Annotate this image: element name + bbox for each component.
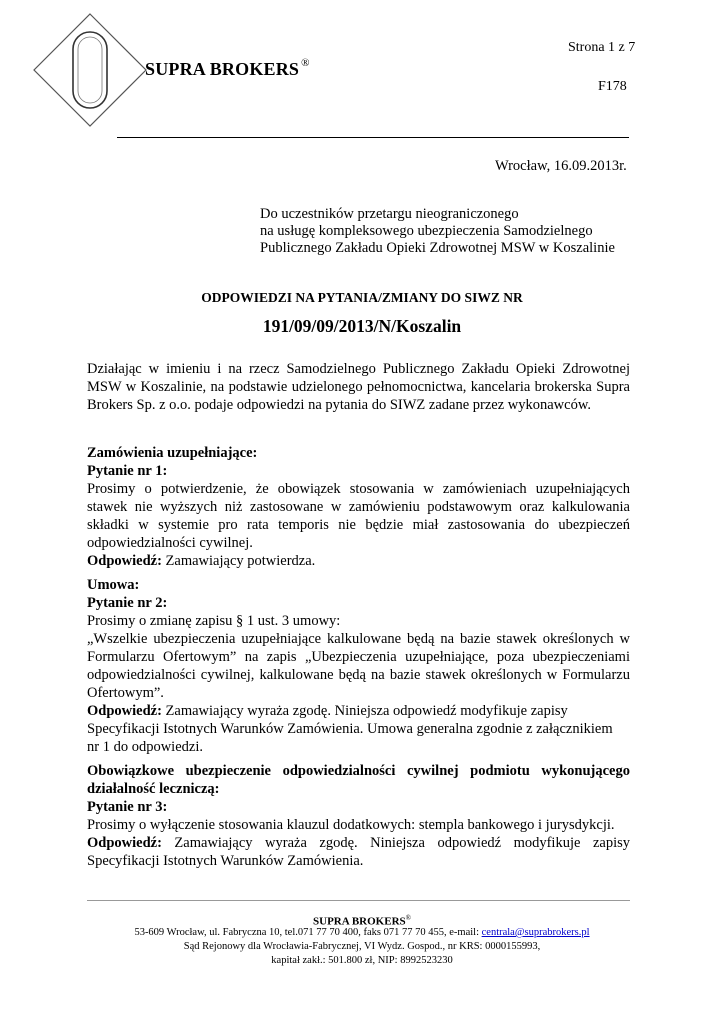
company-name: SUPRA BROKERS ® bbox=[145, 57, 310, 79]
question-text: odpowiedzialności cywilnej, kalkulowane będą na bazie stawek określonych w Formularzu bbox=[87, 667, 630, 683]
section-contract bbox=[87, 576, 630, 756]
document-title: ODPOWIEDZI NA PYTANIA/ZMIANY DO SIWZ NR bbox=[201, 290, 523, 305]
question-label: Pytanie nr 1: bbox=[87, 463, 168, 479]
answer-text: nr 1 do odpowiedzi. bbox=[87, 739, 203, 755]
email-link[interactable]: centrala@suprabrokers.pl bbox=[481, 927, 590, 938]
addressee-line: Do uczestników przetargu nieograniczonego bbox=[260, 206, 519, 222]
footer-capital: kapitał zakł.: 501.800 zł, NIP: 8992523230 bbox=[271, 955, 453, 966]
answer: Odpowiedź: Zamawiający potwierdza. bbox=[87, 553, 316, 569]
question-label: Pytanie nr 2: bbox=[87, 595, 168, 611]
question-text: Ofertowym”. bbox=[87, 685, 164, 701]
addressee-block bbox=[260, 206, 615, 257]
addressee-line: Publicznego Zakładu Opieki Zdrowotnej MSW w Koszalinie bbox=[260, 240, 615, 256]
footer-company: SUPRA BROKERS® bbox=[313, 914, 411, 928]
case-number: 191/09/09/2013/N/Koszalin bbox=[262, 316, 462, 336]
section-heading: Umowa: bbox=[87, 577, 140, 593]
question-text: „Wszelkie ubezpieczenia uzupełniające kalkulowane będą na bazie stawek określonych w bbox=[87, 631, 630, 647]
question-text: Formularzu Ofertowym” na zapis „Ubezpieczenia uzupełniające, poza ubezpieczeniami bbox=[87, 649, 630, 665]
footer-address: 53-609 Wrocław, ul. Fabryczna 10, tel.071 77 70 400, faks 071 77 70 455, e-mail: centrala@suprabrokers.pl bbox=[134, 927, 590, 938]
footer-court: Sąd Rejonowy dla Wrocławia-Fabrycznej, VI Wydz. Gospod., nr KRS: 0000155993, bbox=[183, 941, 541, 952]
header-divider bbox=[117, 137, 629, 138]
section-heading: Obowiązkowe ubezpieczenie odpowiedzialności cywilnej podmiotu wykonującego bbox=[87, 763, 630, 779]
question-label: Pytanie nr 3: bbox=[87, 799, 168, 815]
question-text: stawek nie wyższych niż zastosowane w zamówieniu podstawowym oraz kalkulowania bbox=[87, 499, 630, 515]
answer: Odpowiedź: Zamawiający wyraża zgodę. Niniejsza odpowiedź modyfikuje zapisy bbox=[87, 703, 568, 719]
section-orders bbox=[87, 444, 630, 570]
intro-paragraph: Działając w imieniu i na rzecz Samodzielnego Publicznego Zakładu Opieki Zdrowotnej MSW w Koszalinie, na podstawie udzielonego pełnomocnictwa, kancelaria brokerska Supra Brokers Sp. z o.o. podaje odpowiedzi na pytania do SIWZ zadane przez wykonawców. bbox=[87, 361, 630, 413]
answer-text: Specyfikacji Istotnych Warunków Zamówienia. Umowa generalna zgodnie z załącznikiem bbox=[87, 721, 613, 737]
footer-divider bbox=[87, 900, 630, 901]
letter-date: Wrocław, 16.09.2013r. bbox=[495, 158, 627, 174]
company-logo bbox=[30, 10, 150, 130]
question-text: odpowiedzialności cywilnej. bbox=[87, 535, 253, 551]
addressee-line: na usługę kompleksowego ubezpieczenia Samodzielnego bbox=[260, 223, 593, 239]
question-text: Prosimy o zmianę zapisu § 1 ust. 3 umowy: bbox=[87, 613, 341, 629]
form-code: F178 bbox=[598, 79, 627, 94]
question-text: składki w systemie pro rata temporis nie będzie miał zastosowania do ubezpieczeń bbox=[87, 517, 630, 533]
question-text: Prosimy o wyłączenie stosowania klauzul dodatkowych: stempla bankowego i jurysdykcji. bbox=[87, 817, 615, 833]
section-liability-insurance bbox=[87, 762, 630, 870]
section-heading: Zamówienia uzupełniające: bbox=[87, 445, 258, 461]
question-text: Prosimy o potwierdzenie, że obowiązek stosowania w zamówieniach uzupełniających bbox=[87, 481, 630, 497]
page-number: Strona 1 z 7 bbox=[568, 40, 636, 55]
section-heading: działalność leczniczą: bbox=[87, 781, 220, 797]
answer: Odpowiedź: Zamawiający wyraża zgodę. Niniejsza odpowiedź modyfikuje zapisy bbox=[87, 835, 630, 851]
answer-text: Specyfikacji Istotnych Warunków Zamówienia. bbox=[87, 853, 364, 869]
